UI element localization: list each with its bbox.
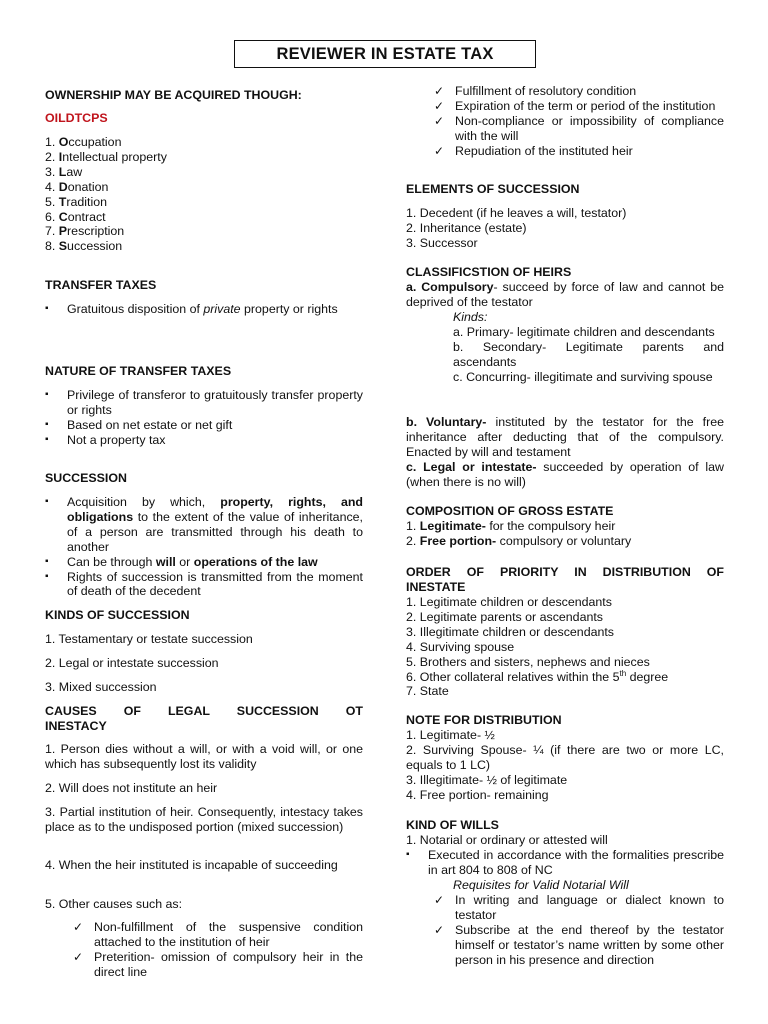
right-column	[406, 0, 725, 967]
transfer-taxes-bullet: ▪ Gratuitous disposition of private property or rights	[45, 302, 363, 317]
list-item: 3. Illegitimate- ½ of legitimate	[406, 772, 568, 787]
list-item: 8. Succession	[45, 239, 123, 254]
list-item: 3. Law	[45, 164, 83, 179]
list-item: 7. State	[406, 684, 449, 699]
list-item: b. Secondary- Legitimate parents and ascendants	[453, 339, 724, 369]
list-item: 5. Brothers and sisters, nephews and nieces	[406, 654, 650, 669]
list-item: 4. Free portion- remaining	[406, 787, 549, 802]
wills-requisites: Requisites for Valid Notarial Will	[453, 878, 629, 892]
ownership-heading: OWNERSHIP MAY BE ACQUIRED THOUGH:	[45, 88, 302, 102]
heirs-heading: CLASSIFICSTION OF HEIRS	[406, 265, 572, 279]
list-item: ✓ Repudiation of the instituted heir	[432, 144, 724, 159]
list-item: ▪ Acquisition by which, property, rights, and obligations to the extent of the value of inheritance, of a person are transmitted through his death to another	[45, 495, 363, 555]
list-item: ✓ Subscribe at the end thereof by the testator himself or testator’s name written by some other person in his presence and direction	[432, 923, 724, 968]
heirs-kinds-list	[406, 325, 724, 385]
list-item: 2. Inheritance (estate)	[406, 220, 527, 235]
list-item: 4. Surviving spouse	[406, 639, 515, 654]
list-item: 3. Successor	[406, 235, 478, 250]
list-item: ✓ In writing and language or dialect known to testator	[432, 893, 724, 923]
list-item: c. Concurring- illegitimate and surviving spouse	[453, 369, 713, 384]
heirs-voluntary: b. Voluntary- instituted by the testator for the free inheritance after deducting that of the compulsory. Enacted by will and testament	[406, 415, 725, 459]
list-item: 2. Intellectual property	[45, 149, 167, 164]
wills-checks	[432, 893, 724, 968]
causes-item-4: 4. When the heir instituted is incapable of succeeding	[45, 858, 338, 872]
list-item: 6. Contract	[45, 209, 106, 224]
list-item: 7. Prescription	[45, 224, 125, 239]
list-item: ✓ Expiration of the term or period of the institution	[432, 99, 724, 114]
heirs-compulsory: a. Compulsory- succeed by force of law and cannot be deprived of the testator	[406, 280, 724, 309]
list-item: ▪ Can be through will or operations of the law	[45, 555, 363, 570]
heirs-legal: c. Legal or intestate- succeeded by operation of law (when there is no will)	[406, 460, 724, 489]
causes-heading: CAUSES OF LEGAL SUCCESSION OT INESTACY	[45, 704, 363, 733]
list-item: ▪ Not a property tax	[45, 433, 363, 448]
heirs-kinds-label: Kinds:	[453, 310, 488, 324]
kinds-item-1: 1. Testamentary or testate succession	[45, 632, 253, 646]
gross-estate-item-1: 1. Legitimate- for the compulsory heir	[406, 519, 616, 533]
continued-checks	[432, 84, 724, 159]
list-item: 1. Decedent (if he leaves a will, testator)	[406, 206, 627, 220]
causes-item-5: 5. Other causes such as:	[45, 897, 183, 911]
causes-item-2: 2. Will does not institute an heir	[45, 781, 218, 795]
elements-heading: ELEMENTS OF SUCCESSION	[406, 182, 580, 196]
list-item: 3. Illegitimate children or descendants	[406, 624, 615, 639]
list-item: 5. Tradition	[45, 194, 107, 209]
list-item: 1. Legitimate- ½	[406, 728, 495, 742]
ownership-list	[45, 135, 363, 254]
elements-list	[406, 206, 724, 251]
succession-list	[45, 495, 363, 599]
wills-item-1: 1. Notarial or ordinary or attested will	[406, 833, 608, 847]
kinds-item-2: 2. Legal or intestate succession	[45, 656, 219, 670]
note-heading: NOTE FOR DISTRIBUTION	[406, 713, 562, 727]
list-item: 1. Occupation	[45, 135, 122, 149]
list-item: 2. Surviving Spouse- ¼ (if there are two or more LC, equals to 1 LC)	[406, 742, 724, 772]
list-item: 1. Legitimate children or descendants	[406, 595, 612, 609]
priority-heading: ORDER OF PRIORITY IN DISTRIBUTION OF INESTATE	[406, 565, 724, 594]
list-item: ▪ Based on net estate or net gift	[45, 418, 363, 433]
list-item: ✓ Fulfillment of resolutory condition	[432, 84, 724, 99]
kinds-heading: KINDS OF SUCCESSION	[45, 608, 190, 622]
list-item: ✓ Preterition- omission of compulsory heir in the direct line	[71, 950, 363, 980]
list-item: ▪ Privilege of transferor to gratuitously transfer property or rights	[45, 388, 363, 418]
gross-estate-item-2: 2. Free portion- compulsory or voluntary	[406, 534, 632, 548]
kinds-item-3: 3. Mixed succession	[45, 680, 157, 694]
document-title: REVIEWER IN ESTATE TAX	[234, 40, 536, 68]
priority-list	[406, 595, 724, 699]
gross-estate-heading: COMPOSITION OF GROSS ESTATE	[406, 504, 614, 518]
list-item: 4. Donation	[45, 179, 109, 194]
list-item: ✓ Non-compliance or impossibility of compliance with the will	[432, 114, 724, 144]
list-item: a. Primary- legitimate children and descendants	[453, 325, 715, 339]
nature-list	[45, 388, 363, 448]
list-item: 6. Other collateral relatives within the 5th degree	[406, 668, 669, 684]
wills-bullet: ▪ Executed in accordance with the formalities prescribe in art 804 to 808 of NC	[406, 848, 724, 878]
list-item: ▪ Rights of succession is transmitted from the moment of death of the decedent	[45, 570, 363, 600]
list-item: ✓ Non-fulfillment of the suspensive condition attached to the institution of heir	[71, 920, 363, 950]
left-column	[45, 0, 363, 979]
causes-item-3: 3. Partial institution of heir. Consequently, intestacy takes place as to the undisposed portion (mixed succession)	[45, 805, 363, 834]
causes-item-1: 1. Person dies without a will, or with a void will, or one which has subsequently lost its validity	[45, 742, 363, 771]
wills-heading: KIND OF WILLS	[406, 818, 499, 832]
list-item: 2. Legitimate parents or ascendants	[406, 609, 603, 624]
ownership-acronym: OILDTCPS	[45, 111, 108, 125]
succession-heading: SUCCESSION	[45, 471, 127, 485]
nature-heading: NATURE OF TRANSFER TAXES	[45, 364, 232, 378]
causes-checks	[71, 920, 363, 980]
note-list	[406, 728, 724, 803]
transfer-taxes-heading: TRANSFER TAXES	[45, 278, 157, 292]
